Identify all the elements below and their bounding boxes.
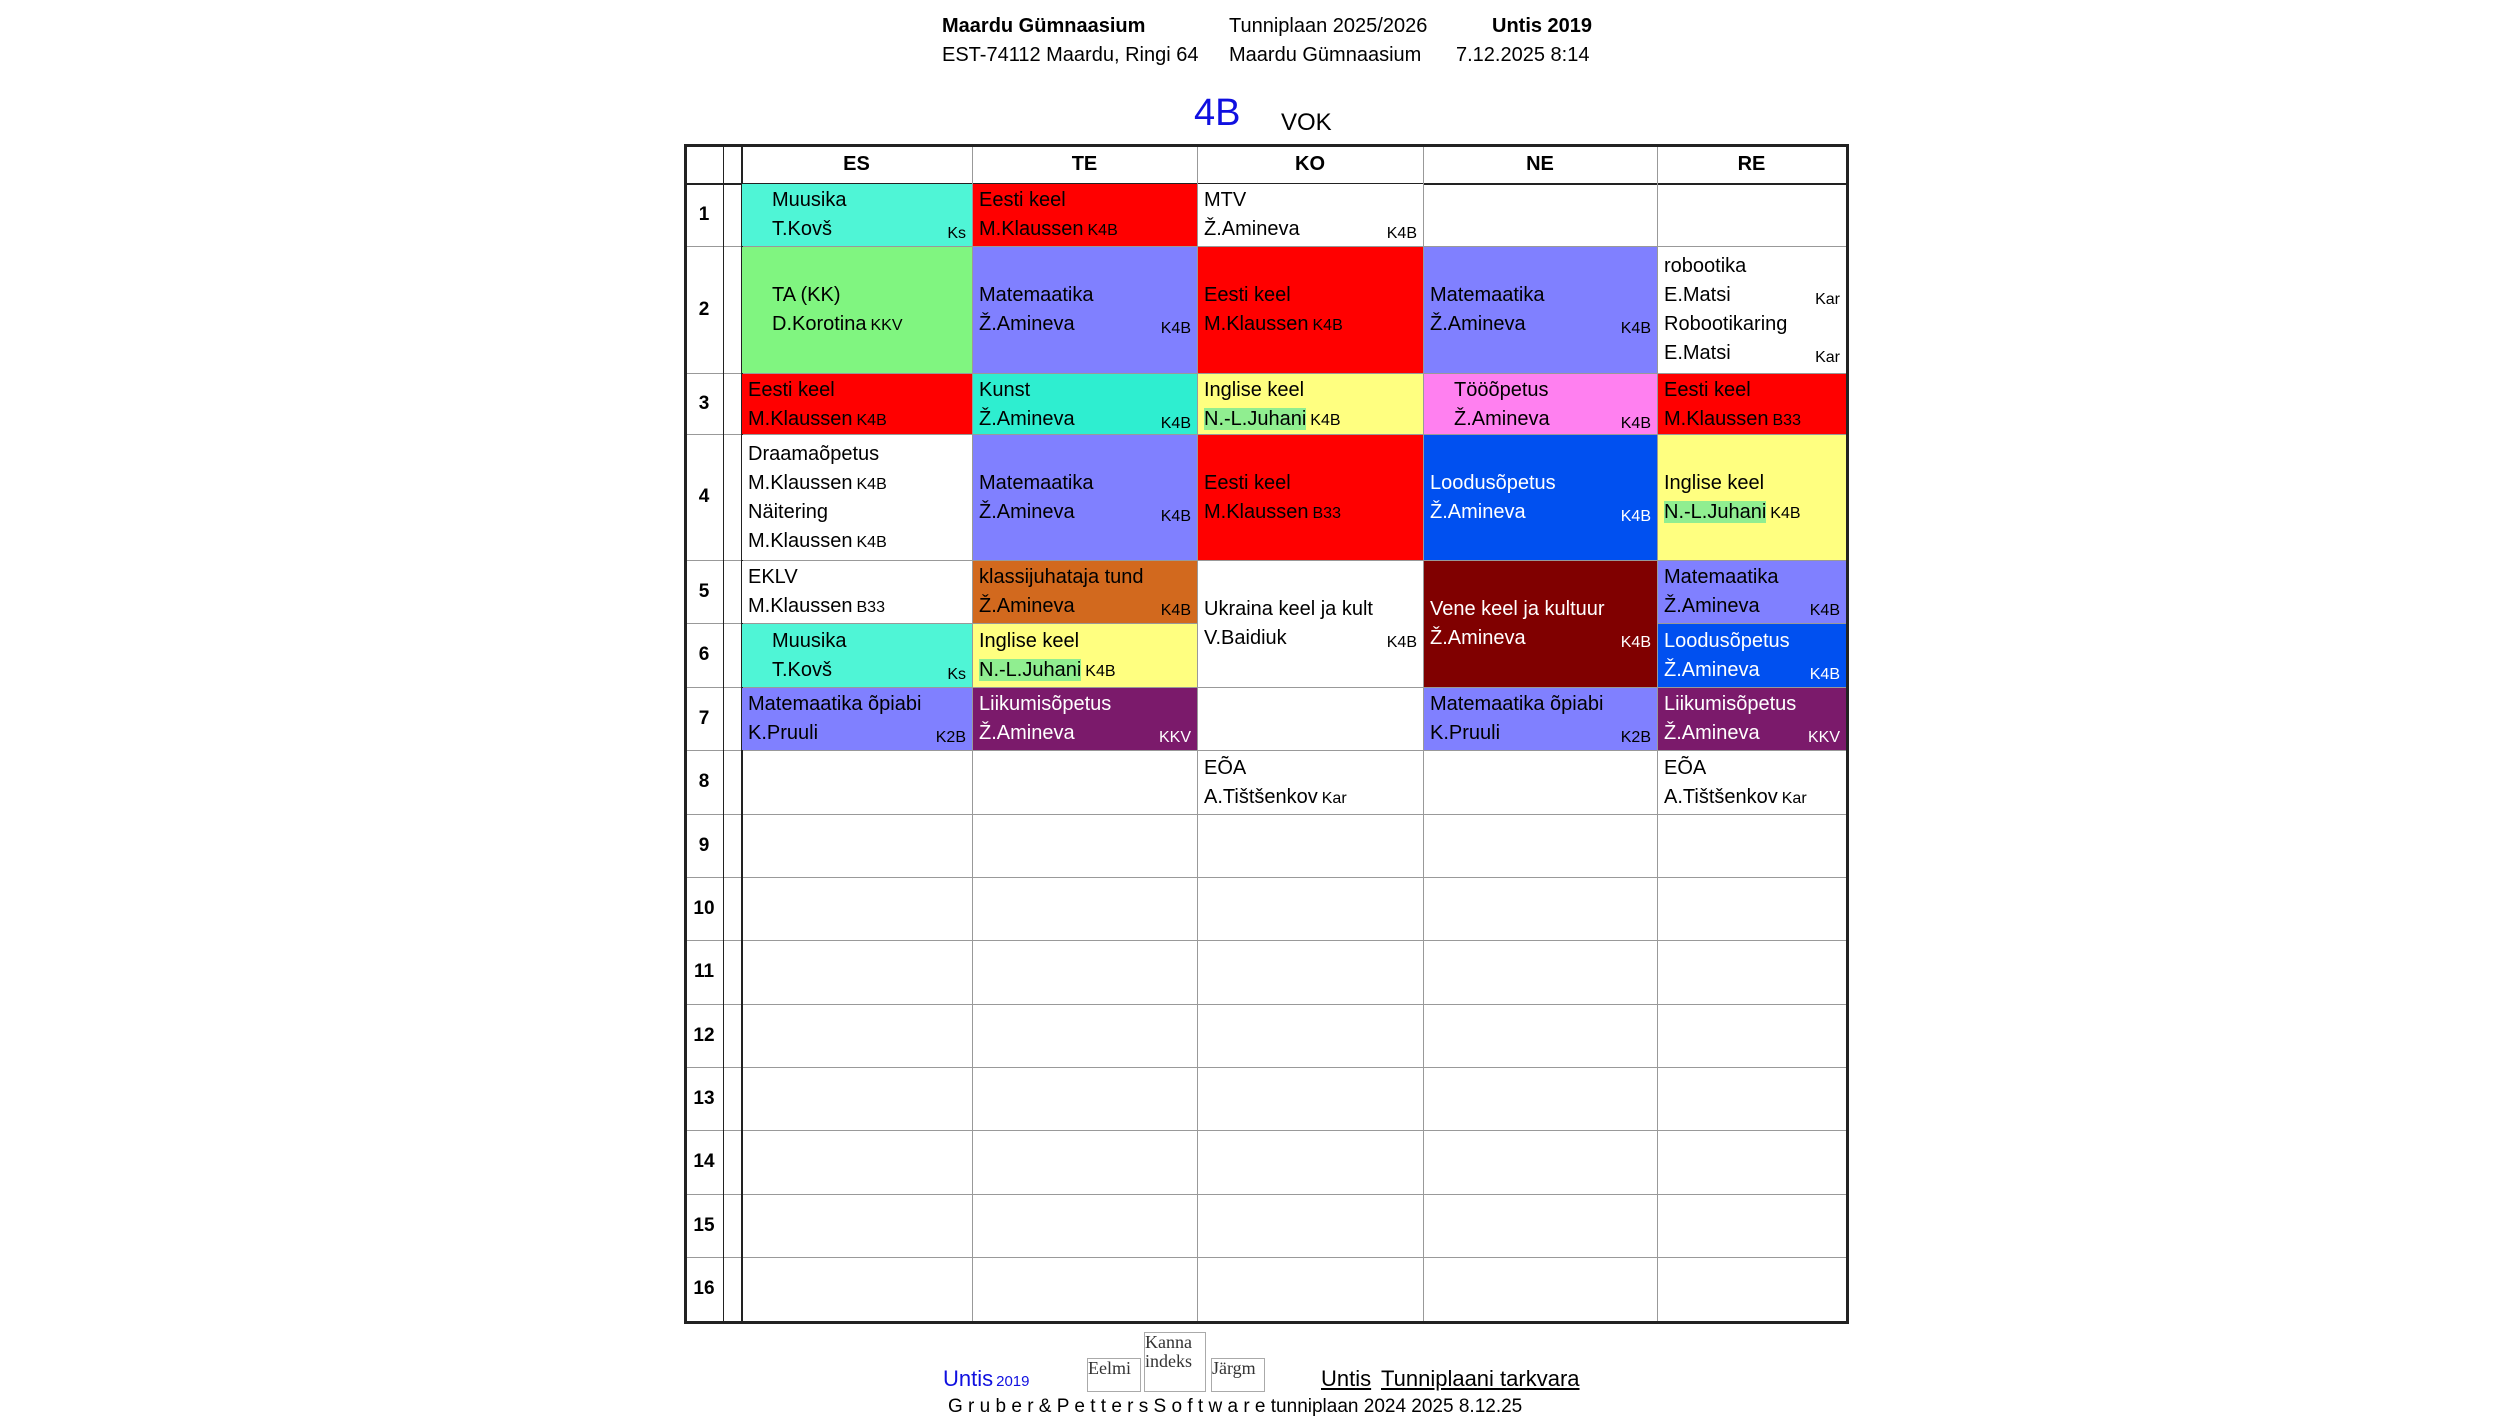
- lesson-teacher: [1430, 719, 1651, 748]
- class-name: 4B: [1194, 92, 1241, 134]
- timetable-grid: [684, 144, 1849, 1324]
- teacher-name: Ž.Amineva: [1430, 313, 1526, 335]
- lesson-teacher: [979, 498, 1191, 527]
- lesson-teacher: [1204, 215, 1417, 244]
- subject-name: Liikumisõpetus: [1664, 693, 1797, 715]
- lesson-cell[interactable]: [1424, 688, 1657, 750]
- lesson-cell[interactable]: [973, 374, 1197, 434]
- lesson-subject: [1430, 281, 1651, 310]
- period-number: 15: [693, 1214, 715, 1236]
- row-divider: [687, 877, 1846, 878]
- lesson-content: [1664, 627, 1840, 685]
- teacher-name: M.Klaussen: [748, 471, 853, 494]
- teacher-name: Ž.Amineva: [1664, 658, 1760, 681]
- lesson-cell[interactable]: [1658, 435, 1846, 560]
- subject-name: robootika: [1664, 255, 1747, 277]
- period-number: 12: [693, 1024, 715, 1046]
- subject-name: Tööõpetus: [1454, 379, 1549, 401]
- lesson-cell[interactable]: [1658, 374, 1846, 434]
- plan-school: Maardu Gümnaasium: [1229, 44, 1422, 66]
- teacher-name: T.Kovš: [772, 218, 833, 240]
- lesson-content: [1664, 252, 1840, 368]
- subject-name: Matemaatika õpiabi: [748, 693, 922, 715]
- lesson-subject: [1204, 469, 1417, 498]
- subject-name: Matemaatika: [979, 471, 1094, 494]
- lesson-content: [1204, 186, 1417, 244]
- room-code: K4B: [1160, 602, 1191, 619]
- lesson-content: [1664, 690, 1840, 748]
- lesson-teacher: [1664, 498, 1840, 527]
- lesson-teacher: [748, 592, 966, 621]
- lesson-teacher: [772, 215, 966, 244]
- day-header-es: ES: [843, 153, 870, 175]
- period-number: 10: [693, 897, 715, 919]
- row-divider: [687, 1257, 1846, 1258]
- teacher-name: K.Pruuli: [748, 722, 819, 744]
- class-teacher: VOK: [1281, 109, 1332, 136]
- lesson-subject: [1204, 376, 1417, 405]
- lesson-cell[interactable]: [742, 561, 972, 623]
- lesson-content: [748, 563, 966, 621]
- lesson-cell[interactable]: [1658, 688, 1846, 750]
- lesson-teacher: [1664, 592, 1840, 621]
- teacher-name: N.-L.Juhani: [1664, 500, 1767, 523]
- room-code: K4B: [1085, 662, 1116, 680]
- lesson-cell[interactable]: [1424, 247, 1657, 373]
- lesson-cell[interactable]: [1198, 435, 1423, 560]
- lesson-teacher: [1430, 498, 1651, 527]
- teacher-name: Ž.Amineva: [1430, 500, 1526, 523]
- teacher-name: K.Pruuli: [1430, 722, 1501, 744]
- lesson-teacher: [979, 719, 1191, 748]
- lesson-teacher: [1664, 281, 1840, 310]
- room-code: Kar: [1815, 291, 1840, 308]
- lesson-teacher: [1430, 624, 1651, 653]
- teacher-name: D.Korotina: [772, 313, 867, 335]
- lesson-cell[interactable]: [973, 561, 1197, 623]
- lesson-cell[interactable]: [1198, 374, 1423, 434]
- lesson-teacher: [772, 656, 966, 685]
- subject-name: Eesti keel: [1204, 284, 1291, 306]
- subject-name: Eesti keel: [1204, 471, 1291, 494]
- period-number: 11: [693, 961, 715, 982]
- room-code: K4B: [1809, 665, 1840, 683]
- lesson-subject: [979, 690, 1191, 719]
- lesson-subject: [772, 281, 966, 310]
- lesson-cell[interactable]: [742, 435, 972, 560]
- room-code: B33: [856, 599, 885, 616]
- row-divider: [687, 1004, 1846, 1005]
- room-code: K4B: [1620, 507, 1651, 525]
- lesson-subject: [772, 186, 966, 215]
- lesson-teacher: [1664, 339, 1840, 368]
- lesson-teacher: [979, 405, 1191, 434]
- room-code: B33: [1312, 504, 1341, 522]
- lesson-subject: [979, 563, 1191, 592]
- lesson-cell[interactable]: [973, 247, 1197, 373]
- lesson-cell[interactable]: [1198, 247, 1423, 373]
- room-code: K4B: [1770, 504, 1801, 522]
- lesson-subject: [1664, 310, 1840, 339]
- room-code: K4B: [856, 533, 887, 551]
- subject-name: Ukraina keel ja kult: [1204, 598, 1373, 620]
- lesson-content: [1430, 690, 1651, 748]
- period-number: 5: [698, 580, 710, 602]
- lesson-teacher: [979, 656, 1191, 685]
- subject-name: Vene keel ja kultuur: [1430, 598, 1605, 620]
- lesson-subject: [748, 376, 966, 405]
- lesson-teacher: [1664, 405, 1840, 434]
- lesson-content: [772, 186, 966, 244]
- room-code: K4B: [1087, 222, 1118, 239]
- lesson-content: [748, 376, 966, 434]
- lesson-cell[interactable]: [1658, 624, 1846, 687]
- lesson-cell[interactable]: [1658, 247, 1846, 373]
- room-code: Kar: [1321, 789, 1347, 807]
- lesson-teacher: [1454, 405, 1651, 434]
- room-code: K4B: [1310, 412, 1341, 429]
- day-header-ko: KO: [1295, 153, 1325, 175]
- lesson-content: [979, 469, 1191, 527]
- teacher-name: Ž.Amineva: [979, 313, 1075, 335]
- lesson-cell[interactable]: [742, 247, 972, 373]
- room-code: K4B: [1809, 602, 1840, 619]
- room-code: Kar: [1781, 789, 1807, 807]
- lesson-content: [772, 281, 966, 339]
- lesson-content: [1204, 469, 1417, 527]
- software-version: Untis 2019: [1492, 15, 1593, 37]
- lesson-cell[interactable]: [1198, 751, 1423, 814]
- lesson-subject: [1664, 563, 1840, 592]
- room-code: KKV: [870, 317, 903, 334]
- lesson-teacher: [1204, 783, 1417, 812]
- lesson-subject: [979, 186, 1191, 215]
- subject-name: Eesti keel: [979, 189, 1066, 211]
- subject-name: Inglise keel: [1664, 471, 1765, 494]
- lesson-teacher: [748, 527, 966, 556]
- footer-untis: [943, 1366, 1030, 1392]
- lesson-content: [1430, 595, 1651, 653]
- teacher-name: Ž.Amineva: [979, 500, 1075, 523]
- lesson-subject: [1204, 281, 1417, 310]
- lesson-content: [1430, 469, 1651, 527]
- lesson-cell[interactable]: [973, 688, 1197, 750]
- room-code: B33: [1772, 412, 1801, 429]
- lesson-teacher: [979, 592, 1191, 621]
- teacher-name: E.Matsi: [1664, 284, 1731, 306]
- lesson-cell[interactable]: [973, 624, 1197, 687]
- lesson-content: [1664, 376, 1840, 434]
- period-number: 9: [698, 834, 710, 856]
- lesson-content: [1204, 376, 1417, 434]
- lesson-subject: [1430, 595, 1651, 624]
- lesson-teacher: [1204, 498, 1417, 527]
- subject-name: Loodusõpetus: [1430, 471, 1556, 494]
- room-code: K4B: [1160, 507, 1191, 525]
- lesson-cell[interactable]: [1424, 435, 1657, 560]
- subject-name: Loodusõpetus: [1664, 629, 1790, 652]
- lesson-teacher: [1204, 310, 1417, 339]
- room-code: KKV: [1807, 729, 1840, 746]
- col-divider: [723, 147, 724, 1321]
- subject-name: Draamaõpetus: [748, 442, 880, 465]
- timestamp: 7.12.2025 8:14: [1456, 44, 1590, 66]
- timetable-software-link[interactable]: Tunniplaani tarkvara: [1381, 1366, 1580, 1391]
- subject-name: Näitering: [748, 500, 829, 523]
- subject-name: Inglise keel: [979, 629, 1080, 652]
- lesson-content: [1204, 281, 1417, 339]
- lesson-teacher: [1664, 656, 1840, 685]
- room-code: K4B: [1312, 317, 1343, 334]
- teacher-name: Ž.Amineva: [979, 408, 1075, 430]
- room-code: K4B: [1620, 634, 1651, 651]
- teacher-name: M.Klaussen: [748, 408, 853, 430]
- lesson-content: [979, 281, 1191, 339]
- room-code: K2B: [935, 729, 966, 746]
- row-divider: [687, 1130, 1846, 1131]
- lesson-cell[interactable]: [1198, 184, 1423, 246]
- period-number: 1: [698, 203, 710, 225]
- lesson-teacher: [748, 719, 966, 748]
- teacher-name: Ž.Amineva: [1430, 627, 1526, 649]
- lesson-subject: [1664, 690, 1840, 719]
- subject-name: Matemaatika õpiabi: [1430, 693, 1604, 715]
- lesson-content: [979, 186, 1191, 244]
- subject-name: Muusika: [772, 189, 847, 211]
- lesson-subject: [772, 627, 966, 656]
- footer-untis-year: 2019: [996, 1373, 1030, 1390]
- period-number: 14: [693, 1151, 715, 1172]
- teacher-name: Ž.Amineva: [1204, 218, 1300, 240]
- room-code: Ks: [947, 665, 966, 683]
- lesson-subject: [1430, 469, 1651, 498]
- lesson-subject: [1664, 469, 1840, 498]
- room-code: K4B: [1386, 225, 1417, 242]
- lesson-content: [1204, 595, 1417, 653]
- lesson-teacher: [1204, 624, 1417, 653]
- class-index-image[interactable]: Kanna indeks: [1144, 1332, 1206, 1392]
- lesson-subject: [748, 440, 966, 469]
- lesson-content: [748, 440, 966, 556]
- teacher-name: Ž.Amineva: [1664, 722, 1760, 744]
- lesson-subject: [979, 376, 1191, 405]
- teacher-name: M.Klaussen: [1664, 408, 1769, 430]
- lesson-cell[interactable]: [742, 688, 972, 750]
- row-divider: [687, 1194, 1846, 1195]
- subject-name: Matemaatika: [979, 284, 1094, 306]
- period-number: 2: [698, 298, 710, 320]
- period-number: 3: [698, 392, 710, 414]
- period-number: 13: [693, 1087, 715, 1109]
- subject-name: EKLV: [748, 566, 798, 588]
- room-code: K4B: [1620, 415, 1651, 432]
- subject-name: Matemaatika: [1430, 284, 1545, 306]
- day-header-re: RE: [1737, 153, 1766, 175]
- subject-name: EÕA: [1664, 756, 1707, 779]
- subject-name: Liikumisõpetus: [979, 693, 1112, 715]
- lesson-subject: [1204, 186, 1417, 215]
- lesson-teacher: [1664, 719, 1840, 748]
- school-address: EST-74112 Maardu, Ringi 64: [942, 44, 1199, 66]
- lesson-content: [979, 563, 1191, 621]
- teacher-name: M.Klaussen: [1204, 313, 1309, 335]
- lesson-cell[interactable]: [1198, 561, 1423, 687]
- lesson-subject: [1664, 627, 1840, 656]
- row-divider: [687, 940, 1846, 941]
- teacher-name: A.Tištšenkov: [1664, 785, 1778, 808]
- lesson-content: [979, 690, 1191, 748]
- teacher-name: N.-L.Juhani: [979, 658, 1082, 681]
- teacher-name: T.Kovš: [772, 658, 833, 681]
- period-number: 4: [698, 486, 710, 507]
- teacher-name: M.Klaussen: [748, 529, 853, 552]
- footer-untis-label: Untis: [943, 1366, 994, 1391]
- subject-name: Matemaatika: [1664, 566, 1779, 588]
- lesson-subject: [979, 281, 1191, 310]
- row-divider: [687, 814, 1846, 815]
- lesson-subject: [979, 469, 1191, 498]
- row-divider: [687, 1067, 1846, 1068]
- teacher-name: Ž.Amineva: [979, 722, 1075, 744]
- lesson-subject: [979, 627, 1191, 656]
- period-number: 7: [698, 707, 710, 729]
- lesson-cell[interactable]: [742, 184, 972, 246]
- subject-name: TA (KK): [772, 284, 841, 306]
- prev-page-image[interactable]: Eelmi: [1087, 1358, 1141, 1392]
- lesson-content: [1454, 376, 1651, 434]
- teacher-name: A.Tištšenkov: [1204, 785, 1318, 808]
- subject-name: MTV: [1204, 189, 1247, 211]
- lesson-content: [1664, 754, 1840, 812]
- lesson-teacher: [772, 310, 966, 339]
- lesson-subject: [1430, 690, 1651, 719]
- teacher-name: Ž.Amineva: [1664, 595, 1760, 617]
- room-code: K4B: [1160, 415, 1191, 432]
- teacher-name: M.Klaussen: [748, 595, 853, 617]
- day-header-te: TE: [1071, 153, 1098, 175]
- subject-name: Robootikaring: [1664, 313, 1788, 335]
- period-number: 16: [693, 1278, 715, 1299]
- day-header-ne: NE: [1526, 153, 1554, 175]
- lesson-content: [979, 627, 1191, 685]
- lesson-content: [1204, 754, 1417, 812]
- lesson-teacher: [748, 469, 966, 498]
- teacher-name: N.-L.Juhani: [1204, 408, 1307, 430]
- lesson-cell[interactable]: [973, 184, 1197, 246]
- lesson-content: [979, 376, 1191, 434]
- lesson-subject: [1204, 595, 1417, 624]
- lesson-subject: [1204, 754, 1417, 783]
- room-code: K4B: [856, 475, 887, 493]
- subject-name: klassijuhataja tund: [979, 566, 1144, 588]
- teacher-name: Ž.Amineva: [1454, 408, 1550, 430]
- lesson-content: [1430, 281, 1651, 339]
- room-code: K4B: [856, 412, 887, 429]
- lesson-teacher: [979, 310, 1191, 339]
- room-code: KKV: [1158, 729, 1191, 746]
- room-code: Ks: [947, 225, 966, 242]
- lesson-subject: [1664, 754, 1840, 783]
- teacher-name: E.Matsi: [1664, 342, 1731, 364]
- lesson-cell[interactable]: [1424, 374, 1657, 434]
- lesson-cell[interactable]: [742, 374, 972, 434]
- untis-link[interactable]: Untis: [1321, 1366, 1372, 1391]
- lesson-content: [1664, 563, 1840, 621]
- lesson-teacher: [979, 215, 1191, 244]
- lesson-cell[interactable]: [1658, 561, 1846, 623]
- period-number: 6: [698, 644, 710, 665]
- teacher-name: Ž.Amineva: [979, 595, 1075, 617]
- subject-name: Muusika: [772, 629, 847, 652]
- lesson-cell[interactable]: [742, 624, 972, 687]
- subject-name: Inglise keel: [1204, 379, 1305, 401]
- plan-title: Tunniplaan 2025/2026: [1229, 15, 1428, 37]
- credit-line: [948, 1396, 1522, 1418]
- period-number: 8: [698, 771, 710, 792]
- lesson-subject: [1664, 376, 1840, 405]
- lesson-teacher: [1664, 783, 1840, 812]
- room-code: K2B: [1620, 729, 1651, 746]
- lesson-content: [748, 690, 966, 748]
- room-code: K4B: [1620, 320, 1651, 337]
- lesson-teacher: [1204, 405, 1417, 434]
- credit-company: G r u b e r & P e t t e r s S o f t w a r e: [948, 1396, 1266, 1417]
- lesson-subject: [1454, 376, 1651, 405]
- lesson-content: [1664, 469, 1840, 527]
- lesson-cell[interactable]: [1424, 561, 1657, 687]
- lesson-cell[interactable]: [1658, 751, 1846, 814]
- lesson-cell[interactable]: [973, 435, 1197, 560]
- lesson-subject: [748, 690, 966, 719]
- school-name: Maardu Gümnaasium: [942, 15, 1146, 37]
- lesson-teacher: [1430, 310, 1651, 339]
- room-code: K4B: [1160, 320, 1191, 337]
- lesson-subject: [1664, 252, 1840, 281]
- subject-name: EÕA: [1204, 756, 1247, 779]
- subject-name: Eesti keel: [748, 379, 835, 401]
- room-code: Kar: [1815, 349, 1840, 366]
- credit-text: tunniplaan 2024 2025 8.12.25: [1270, 1396, 1523, 1417]
- room-code: K4B: [1386, 634, 1417, 651]
- subject-name: Kunst: [979, 379, 1031, 401]
- next-page-image[interactable]: Järgm: [1211, 1358, 1265, 1392]
- teacher-name: M.Klaussen: [1204, 500, 1309, 523]
- lesson-content: [772, 627, 966, 685]
- lesson-subject: [748, 563, 966, 592]
- lesson-subject: [748, 498, 966, 527]
- lesson-teacher: [748, 405, 966, 434]
- teacher-name: M.Klaussen: [979, 218, 1084, 240]
- teacher-name: V.Baidiuk: [1204, 627, 1287, 649]
- subject-name: Eesti keel: [1664, 379, 1751, 401]
